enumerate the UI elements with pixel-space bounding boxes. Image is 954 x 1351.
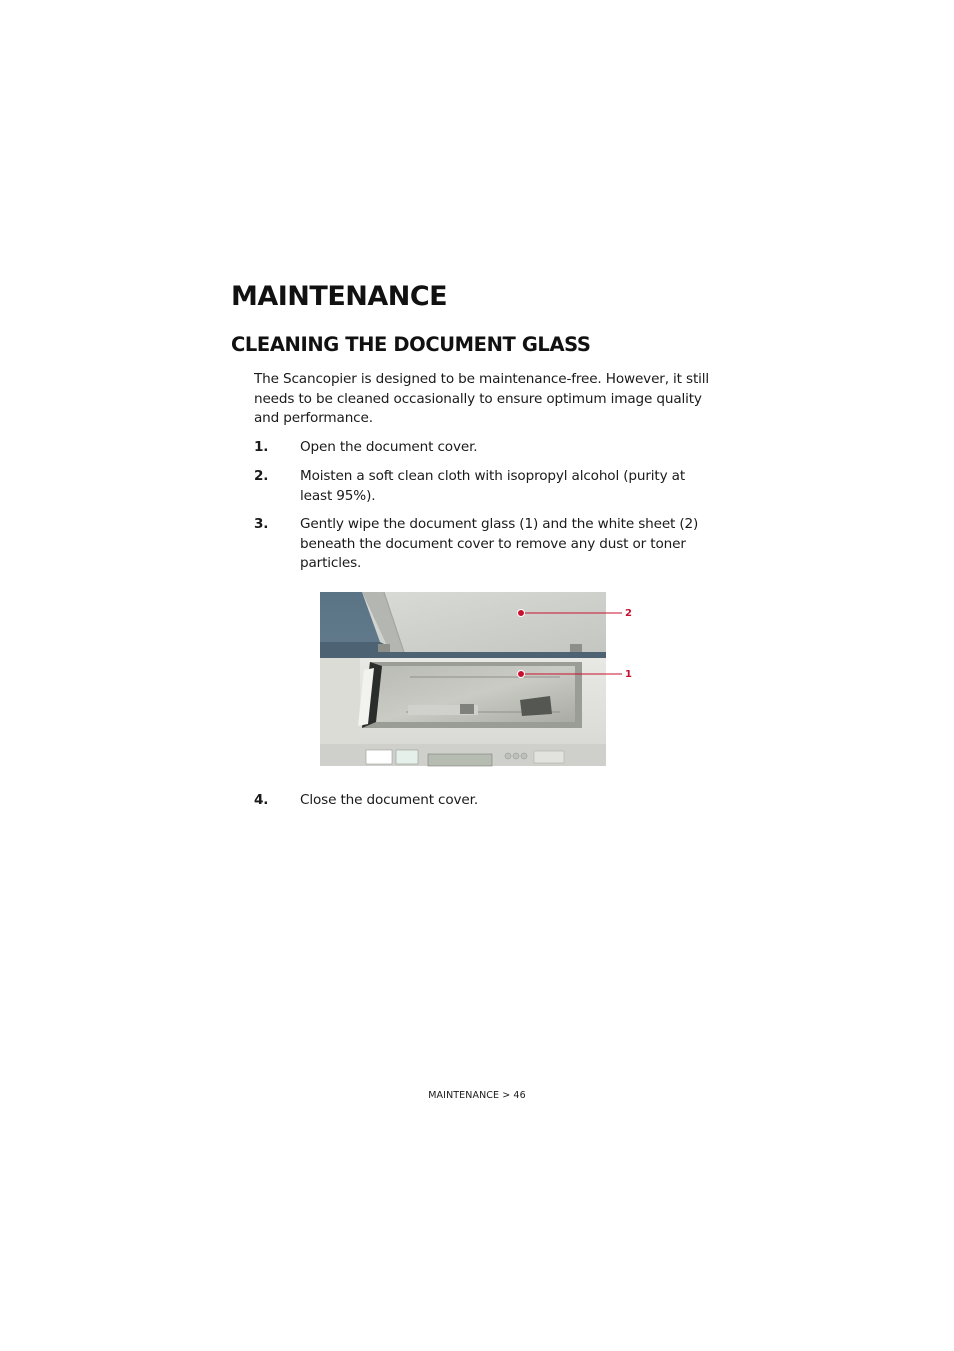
intro-paragraph: The Scancopier is designed to be maintenance-free. However, it still needs to be cleaned occasionally to ensure optimum image quality and performance.	[254, 371, 710, 426]
page-footer: MAINTENANCE > 46	[428, 1090, 526, 1101]
step-text: Gently wipe the document glass (1) and the white sheet (2) beneath the document cover to remove any dust or toner particles.	[300, 516, 699, 571]
step-number: 4.	[254, 792, 269, 808]
scancopier-photo-figure	[320, 592, 640, 767]
step-number: 1.	[254, 439, 269, 455]
callout-label: 2	[625, 608, 632, 619]
step-number: 2.	[254, 468, 269, 484]
step-text: Moisten a soft clean cloth with isopropyl alcohol (purity at least 95%).	[300, 468, 686, 504]
step-item-3	[254, 515, 724, 575]
step-text: Open the document cover.	[300, 439, 478, 455]
step-number: 3.	[254, 516, 269, 532]
page-title: MAINTENANCE	[231, 281, 448, 312]
photo-image	[320, 592, 606, 766]
scancopier-photo	[320, 592, 640, 767]
section-title: CLEANING THE DOCUMENT GLASS	[231, 333, 591, 356]
callout-label: 1	[625, 669, 632, 680]
step-item-4	[254, 791, 724, 811]
step-text: Close the document cover.	[300, 792, 478, 808]
step-item-2	[254, 467, 724, 507]
step-item-1	[254, 438, 724, 458]
